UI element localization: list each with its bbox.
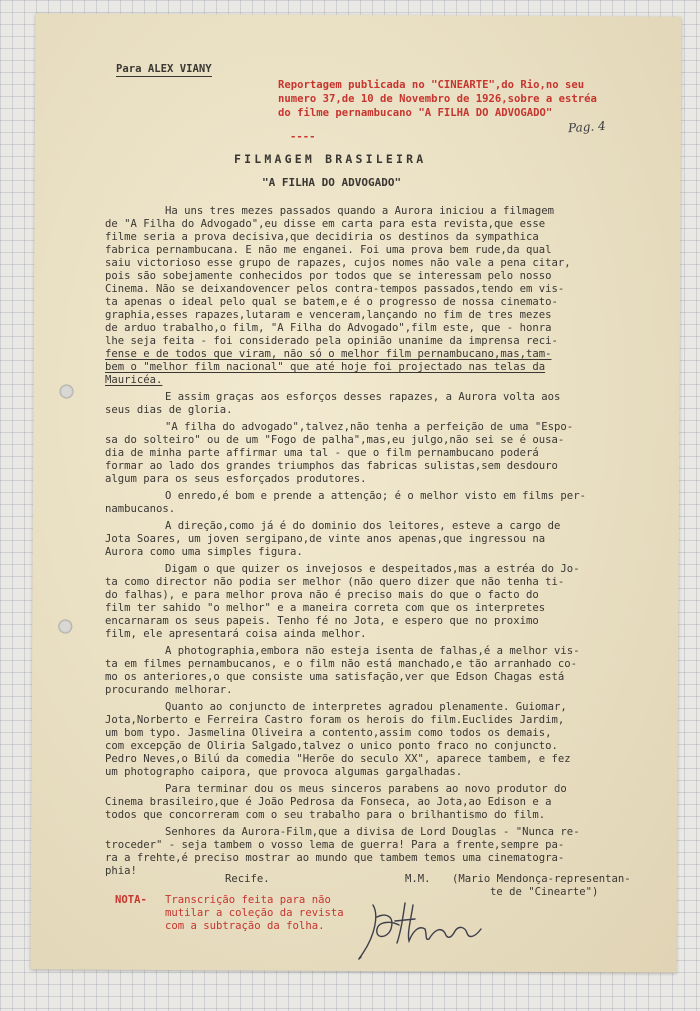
author-initials: M.M. <box>405 873 431 885</box>
text-line: um photographo caipora, que provoca algumas gargalhadas. <box>105 766 463 778</box>
nota-line: com a subtração da folha. <box>165 920 325 932</box>
text-line: ra a frehte,é preciso mostrar ao mundo que tambem temos uma cinematogra- <box>105 852 565 864</box>
place: Recife. <box>225 873 270 885</box>
text-line: com excepção de Oliria Salgado,talvez o unico ponto fraco no conjuncto. <box>105 740 558 752</box>
text-line: de "A Filha do Advogado",eu disse em carta para esta revista,que esse <box>105 218 546 230</box>
page-number-handwritten: Pag. 4 <box>567 118 607 136</box>
text-line: Cinema brasileiro,que é João Pedrosa da Fonseca, ao Jota,ao Edison e a <box>105 796 552 808</box>
text-line: Cinema. Não se deixandovencer pelos contra-tempos passados,tendo em vis- <box>105 283 565 295</box>
subheading: "A FILHA DO ADVOGADO" <box>262 176 402 189</box>
author-credit-line: (Mario Mendonça-representan- <box>452 873 631 885</box>
text-line: formar ao lado dos grandes triumphos das fabricas sulistas,sem desdouro <box>105 460 558 472</box>
text-line: phia! <box>105 865 137 877</box>
text-line: procurando melhorar. <box>105 684 233 696</box>
text-line-underlined: fense e de todos que viram, não só o melhor film pernambucano,mas,tam- <box>105 348 552 360</box>
text-line: Senhores da Aurora-Film,que a divisa de Lord Douglas - "Nunca re- <box>165 826 580 838</box>
text-line: filme seria a prova decisiva,que decidiria os destinos da sympathica <box>105 231 539 243</box>
text-line: O enredo,é bom e prende a attenção; é o melhor visto em films per- <box>165 490 586 502</box>
addressee: Para ALEX VIANY <box>116 63 212 75</box>
text-line: ta em filmes pernambucanos, e o film não está manchado,e tão arranhado co- <box>105 658 577 670</box>
text-line: Jota,Norberto e Ferreira Castro foram os herois do film.Euclides Jardim, <box>105 714 565 726</box>
reportagem-line: do filme pernambucano "A FILHA DO ADVOGADO" <box>278 107 553 119</box>
text-line: E assim graças aos esforços desses rapazes, a Aurora volta aos <box>165 391 561 403</box>
reportagem-line: numero 37,de 10 de Novembro de 1926,sobre a estréa <box>278 93 597 105</box>
text-line-underlined: bem o "melhor film nacional" que até hoje foi projectado nas telas da <box>105 361 546 373</box>
text-line: graphia,esses rapazes,lutaram e venceram,lançando no fim de tres mezes <box>105 309 552 321</box>
text-line: sa do solteiro" ou de um "Fogo de palha",mas,eu julgo,não sei se é ousa- <box>105 434 565 446</box>
punch-hole-bottom <box>58 619 72 633</box>
text-line: pois são sobejamente conhecidos por todos que se interessam pelo nosso <box>105 270 552 282</box>
text-line: dia de minha parte affirmar uma tal - que o film pernambucano poderá <box>105 447 539 459</box>
nota-line: Transcrição feita para não <box>165 894 331 906</box>
text-line: fabrica pernambucana. E não me enganei. Foi uma prova bem rude,da qual <box>105 244 552 256</box>
text-line: film, ele apresentará coisa ainda melhor. <box>105 628 367 640</box>
text-line: Jota Soares, um joven sergipano,de vinte anos apenas,que ingressou na <box>105 533 546 545</box>
text-line: todos que concorreram com o seu trabalho para o brilhantismo do film. <box>105 809 546 821</box>
text-line: Quanto ao conjuncto de interpretes agradou plenamente. Guiomar, <box>165 701 567 713</box>
author-credit-line: te de "Cinearte") <box>490 886 599 898</box>
text-line: ta apenas o ideal pelo qual se batem,e é o progresso de nossa cinemato- <box>105 296 558 308</box>
text-line: Pedro Neves,o Bilú da comedia "Herõe do seculo XX", aparece tambem, e fez <box>105 753 571 765</box>
text-line: Ha uns tres mezes passados quando a Aurora iniciou a filmagem <box>165 205 555 217</box>
text-line: do falhas), e para melhor prova não é preciso mais do que o facto do <box>105 589 539 601</box>
heading: FILMAGEM BRASILEIRA <box>234 152 427 166</box>
text-line: A photographia,embora não esteja isenta de falhas,é a melhor vis- <box>165 645 580 657</box>
text-line-underlined: Mauricéa. <box>105 374 163 386</box>
punch-hole-top <box>59 384 73 398</box>
text-line: troceder" - seja tambem o vosso lema de guerra! Para a frente,sempre pa- <box>105 839 565 851</box>
text-line: um bom typo. Jasmelina Oliveira a contento,assim como todos os demais, <box>105 727 552 739</box>
text-line: film ter sahido "o melhor" e a maneira correta com que os interpretes <box>105 602 546 614</box>
nota-line: mutilar a coleção da revista <box>165 907 344 919</box>
separator: ---- <box>290 131 316 143</box>
signature-scribble <box>355 895 495 965</box>
nota-label: NOTA- <box>115 894 147 906</box>
signature <box>355 895 495 965</box>
text-line: Para terminar dou os meus sinceros parabens ao novo produtor do <box>165 783 567 795</box>
text-line: de arduo trabalho,o film, "A Filha do Advogado",film este, que - honra <box>105 322 552 334</box>
text-line: Digam o que quizer os invejosos e despeitados,mas a estréa do Jo- <box>165 563 580 575</box>
text-line: mo os anteriores,o que consiste uma satisfação,ver que Edson Chagas está <box>105 671 565 683</box>
text-line: nambucanos. <box>105 503 176 515</box>
text-line: encarnaram os seus papeis. Tenho fé no Jota, e espero que no proximo <box>105 615 539 627</box>
text-line: "A filha do advogado",talvez,não tenha a perfeição de uma "Espo- <box>165 421 574 433</box>
text-line: seus dias de gloria. <box>105 404 233 416</box>
text-line: algum para os seus esforçados produtores. <box>105 473 367 485</box>
text-line: lhe seja feita - foi considerado pela opinião unanime da imprensa reci- <box>105 335 558 347</box>
text-line: ta como director não podia ser melhor (não quero dizer que não tenha ti- <box>105 576 565 588</box>
text-line: A direção,como já é do dominio dos leitores, esteve a cargo de <box>165 520 561 532</box>
text-line: saiu victorioso esse grupo de rapazes, cujos nomes não vale a pena citar, <box>105 257 571 269</box>
reportagem-line: Reportagem publicada no "CINEARTE",do Rio,no seu <box>278 79 585 91</box>
text-line: Aurora como uma simples figura. <box>105 546 303 558</box>
